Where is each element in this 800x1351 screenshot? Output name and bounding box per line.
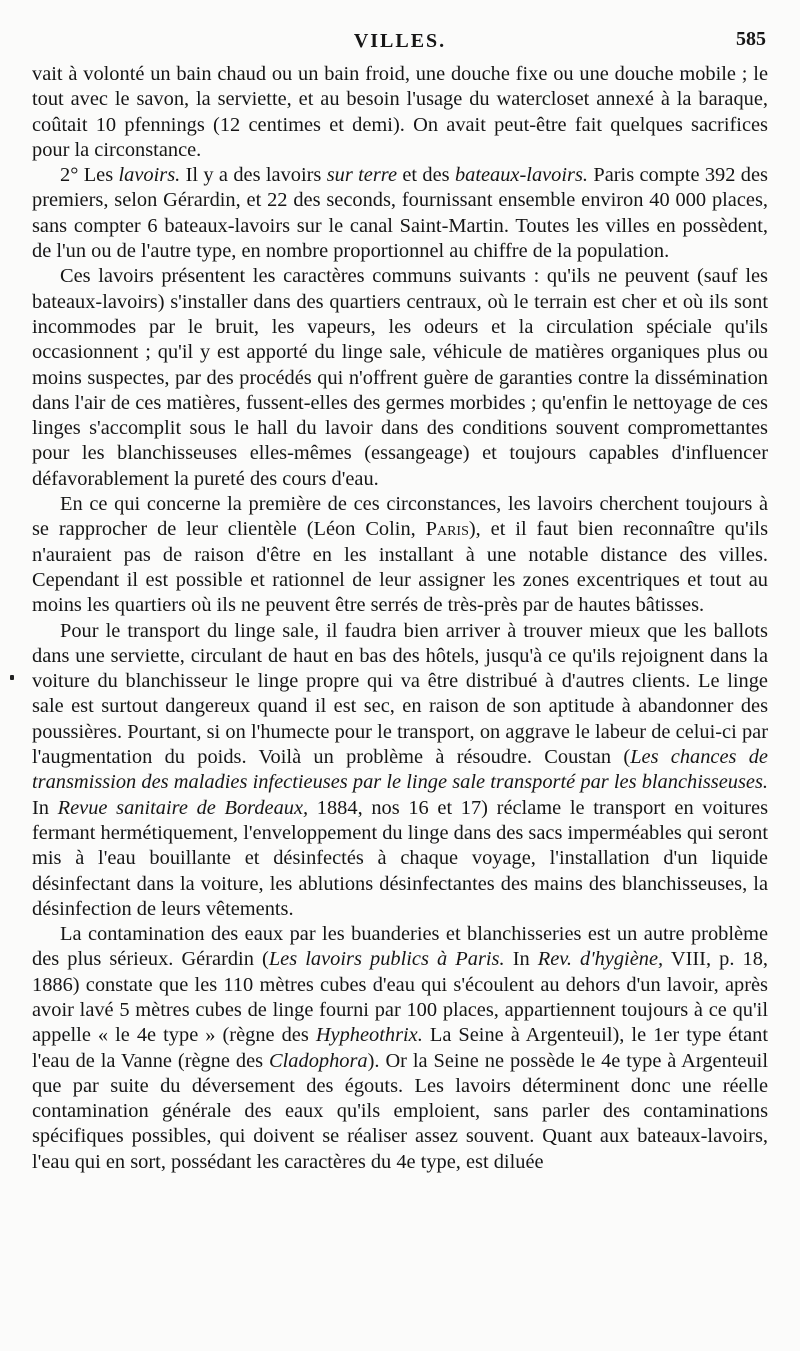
italic-run: Les chances de transmission des maladies infectieuses par le linge sale transporté par les blanchisseuses. <box>32 746 768 794</box>
text-run: ), et il faut bien reconnaître qu'ils n'auraient pas de raison d'être en les installant à une notable distance des villes. Cependant il est possible et rationnel de leur assigner les zones excentriques et tout au moins les quartiers où ils ne peuvent être serrés de très-près par de hautes bâtisses. <box>32 518 768 617</box>
text-run: Il y a des lavoirs <box>180 164 327 187</box>
margin-mark <box>10 675 14 680</box>
text-run: In <box>32 796 58 819</box>
paragraph-lavoirs-intro <box>32 163 768 264</box>
text-run: En ce qui concerne la première de ces circonstances, les lavoirs cherchent toujours à se rapprocher de leur clientèle (Léon Colin, <box>32 493 768 541</box>
italic-run: Les lavoirs publics à Paris. <box>268 948 505 971</box>
small-caps-run: Paris <box>425 518 469 541</box>
italic-run: Revue sanitaire de Bordeaux, <box>57 796 309 819</box>
text-run: et des <box>397 164 455 187</box>
italic-run: Cladophora <box>269 1049 368 1072</box>
text-run: In <box>504 948 538 971</box>
italic-run: sur terre <box>326 164 397 187</box>
text-run: 2° Les <box>60 164 119 187</box>
paragraph-contamination <box>32 922 768 1175</box>
running-head <box>32 26 768 62</box>
text-run: La contamination des eaux par les buanderies et blanchisseries est un autre problème des plus sérieux. Gérardin ( <box>32 923 768 971</box>
text-run: Pour le transport du linge sale, il faudra bien arriver à trouver mieux que les ballots dans une serviette, circulant de haut en bas des hôtels, jusqu'à ce qu'ils rejoignent dans la voiture du blanchisseur le linge propre qui va être distribué à d'autres clients. Le linge sale est surtout dangereux quand il est sec, en raison de son aptitude à abandonner des poussières. Pourtant, si on l'humecte pour le transport, on aggrave le labeur de celui-ci par l'augmentation du poids. Voilà un problème à résoudre. Coustan ( <box>32 619 768 769</box>
italic-run: lavoirs. <box>118 164 181 187</box>
page-number: 585 <box>736 28 766 50</box>
text-run: La Seine à Argenteuil), le 1er type étant l'eau de la Vanne (règne des <box>32 1024 768 1072</box>
text-run: VIII, p. 18, 1886) constate que les 110 mètres cubes d'eau qui s'écoulent au dehors d'un lavoir, après avoir lavé 5 mètres cubes de linge fourni par 100 places, appartiennent toujours à ce qu'il appelle « le 4e type » (règne des <box>32 948 769 1047</box>
italic-run: Hypheothrix. <box>315 1024 423 1047</box>
paragraph-bath-continuation: vait à volonté un bain chaud ou un bain froid, une douche fixe ou une douche mobile ; le tout avec le savon, la serviette, et au besoin l'usage du watercloset annexé à la baraque, coûtait 10 pfennings (12 centimes et demi). On avait peut-être fait quelques sacrifices pour la circonstance. <box>32 63 768 161</box>
text-body <box>32 62 768 1175</box>
running-title: VILLES. <box>353 30 447 52</box>
paragraph-location <box>32 492 768 618</box>
text-run: ). Or la Seine ne possède le 4e type à Argenteuil que par suite du déversement des égouts. Les lavoirs déterminent donc une réelle contamination générale des eaux qu'ils emploient, sans parler des contaminations spécifiques possibles, qui doivent se réaliser assez souvent. Quant aux bateaux-lavoirs, l'eau qui en sort, possédant les caractères du 4e type, est diluée <box>32 1049 768 1173</box>
text-run: 1884, nos 16 et 17) réclame le transport en voitures fermant hermétiquement, l'enveloppement du linge dans des sacs imperméables qui seront mis à l'eau bouillante et désinfectés à chaque voyage, l'installation d'un liquide désinfectant dans la voiture, les ablutions désinfectantes des mains des blanchisseuses, la désinfection de leurs vêtements. <box>32 796 769 920</box>
paragraph-transport <box>32 619 768 923</box>
text-run: Paris compte 392 des premiers, selon Gérardin, et 22 des seconds, fournissant ensemble environ 40 000 places, sans compter 6 bateaux-lavoirs sur le canal Saint-Martin. Toutes les villes en possèdent, de l'un ou de l'autre type, en nombre proportionnel au chiffre de la population. <box>32 164 768 263</box>
italic-run: Rev. d'hygiène, <box>537 948 664 971</box>
paragraph-common-characters: Ces lavoirs présentent les caractères communs suivants : qu'ils ne peuvent (sauf les bateaux-lavoirs) s'installer dans des quartiers centraux, où le terrain est cher et où ils sont incommodes par le bruit, les vapeurs, les odeurs et la circulation spéciale qu'ils occasionnent ; qu'il y est apporté du linge sale, véhicule de matières organiques plus ou moins suspectes, par des procédés qui n'offrent guère de garanties contre la dissémination dans l'air de ces matières, fussent-elles des germes morbides ; qu'enfin le nettoyage de ces linges s'accomplit sous le hall du lavoir dans des conditions souvent compromettantes pour les blanchisseuses elles-mêmes (essangeage) et toujours capables d'influencer défavorablement la pureté des cours d'eau. <box>32 265 768 490</box>
italic-run: bateaux-lavoirs. <box>454 164 589 187</box>
